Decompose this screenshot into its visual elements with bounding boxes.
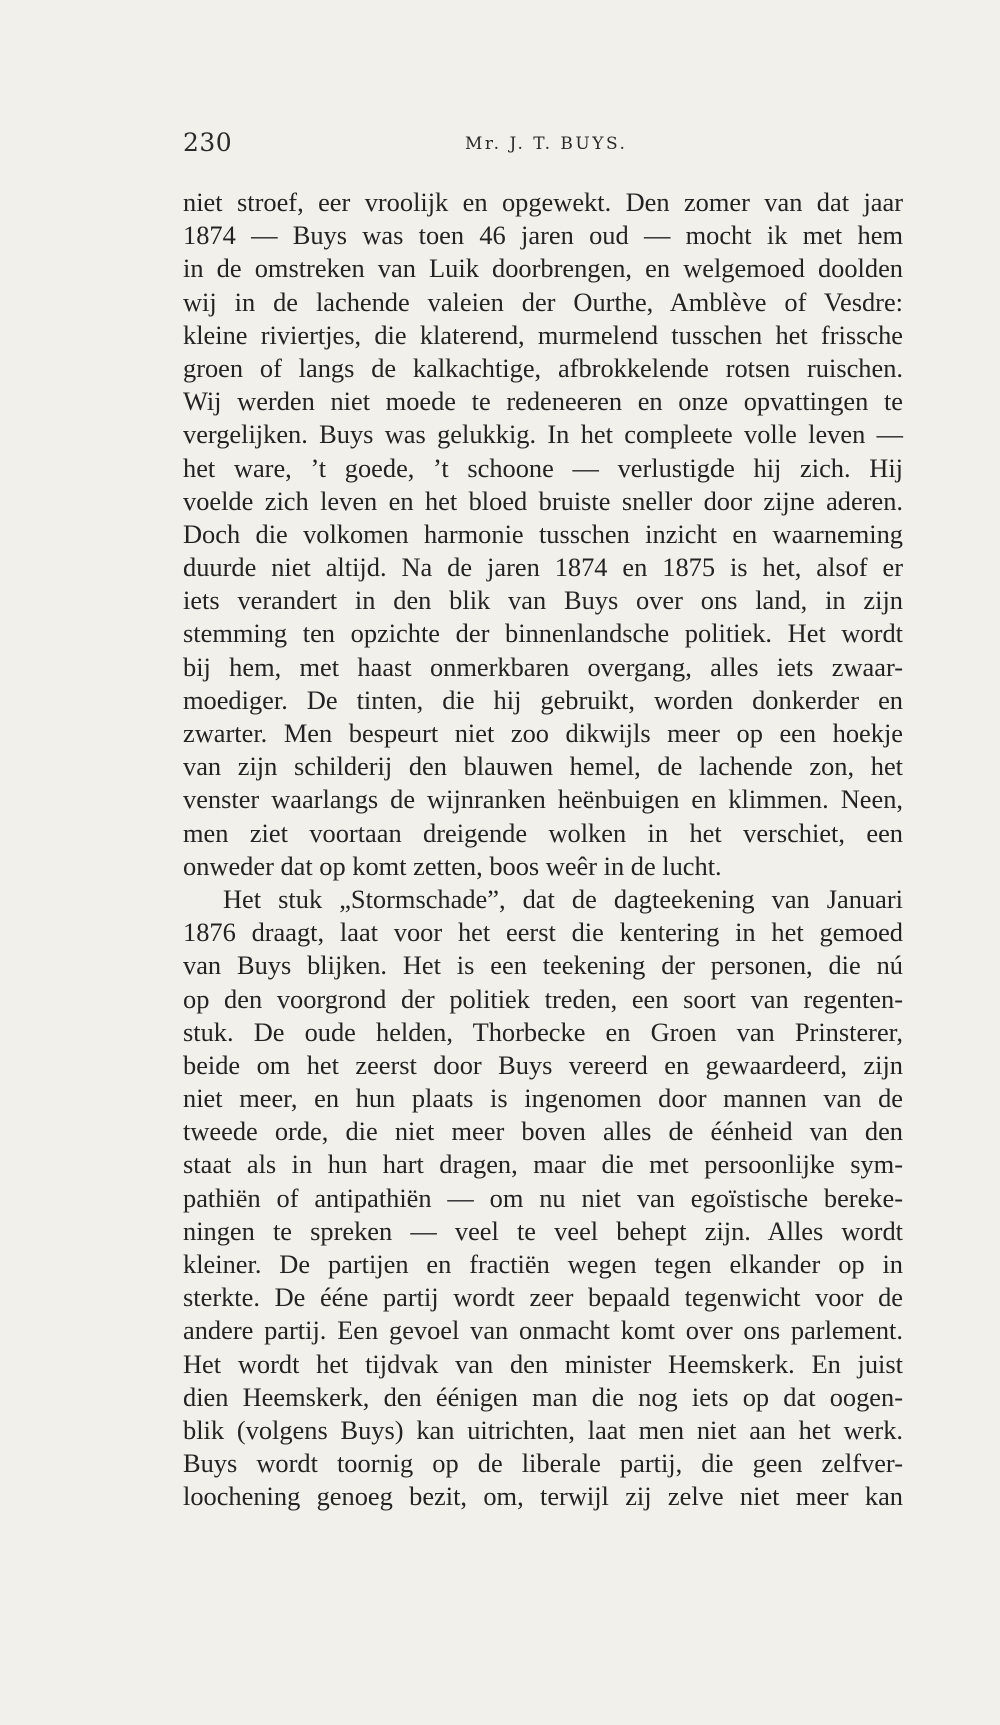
text-line: zwarter. Men bespeurt niet zoo dikwijls meer op een hoekje	[183, 718, 903, 748]
text-line: Doch die volkomen harmonie tusschen inzicht en waarneming	[183, 518, 903, 549]
text-line: men ziet voortaan dreigende wolken in het verschiet, een	[183, 817, 903, 848]
text-line: sterkte. De ééne partij wordt zeer bepaald tegenwicht voor de	[183, 1282, 903, 1313]
text-line: moediger. De tinten, die hij gebruikt, worden donkerder en	[183, 684, 903, 715]
body-text	[183, 186, 903, 1514]
text-line: blik (volgens Buys) kan uitrichten, laat men niet aan het werk.	[183, 1414, 903, 1445]
text-line: niet stroef, eer vroolijk en opgewekt. Den zomer van dat jaar	[183, 187, 903, 217]
text-line: bij hem, met haast onmerkbaren overgang, alles iets zwaar-	[183, 651, 903, 682]
text-line: pathiën of antipathiën — om nu niet van egoïstische bereke-	[183, 1182, 903, 1213]
text-line: iets verandert in den blik van Buys over ons land, in zijn	[183, 585, 903, 616]
text-line: niet meer, en hun plaats is ingenomen door mannen van de	[183, 1083, 903, 1114]
text-line: Het wordt het tijdvak van den minister Heemskerk. En juist	[183, 1348, 903, 1379]
text-line: vergelijken. Buys was gelukkig. In het compleete volle leven —	[183, 419, 903, 450]
text-line: 1874 — Buys was toen 46 jaren oud — mocht ik met hem	[183, 220, 903, 251]
page-header	[183, 128, 903, 164]
text-line: venster waarlangs de wijnranken heënbuigen en klimmen. Neen,	[183, 784, 903, 815]
text-line: tweede orde, die niet meer boven alles de éénheid van den	[183, 1116, 903, 1147]
text-line: ningen te spreken — veel te veel behept zijn. Alles wordt	[183, 1215, 903, 1246]
page-number: 230	[183, 128, 233, 157]
running-head: Mr. J. T. BUYS.	[465, 134, 628, 154]
text-line: Buys wordt toornig op de liberale partij, die geen zelfver-	[183, 1448, 903, 1479]
text-line: 1876 draagt, laat voor het eerst die kentering in het gemoed	[183, 917, 903, 948]
text-line: duurde niet altijd. Na de jaren 1874 en 1875 is het, alsof er	[183, 552, 903, 583]
text-line: dien Heemskerk, den éénigen man die nog iets op dat oogen-	[183, 1381, 903, 1412]
text-line: in de omstreken van Luik doorbrengen, en welgemoed doolden	[183, 253, 903, 284]
text-line: Wij werden niet moede te redeneeren en onze opvattingen te	[183, 386, 903, 417]
text-line: beide om het zeerst door Buys vereerd en gewaardeerd, zijn	[183, 1049, 903, 1080]
text-line: van Buys blijken. Het is een teekening der personen, die nú	[183, 950, 903, 981]
text-line: groen of langs de kalkachtige, afbrokkelende rotsen ruischen.	[183, 352, 903, 383]
text-line: stemming ten opzichte der binnenlandsche politiek. Het wordt	[183, 618, 903, 649]
text-line: andere partij. Een gevoel van onmacht komt over ons parlement.	[183, 1315, 903, 1346]
text-line: Het stuk „Stormschade”, dat de dagteekening van Januari	[223, 883, 903, 914]
text-line: stuk. De oude helden, Thorbecke en Groen van Prinsterer,	[183, 1016, 903, 1047]
text-line: wij in de lachende valeien der Ourthe, Amblève of Vesdre:	[183, 286, 903, 317]
text-line: het ware, ’t goede, ’t schoone — verlustigde hij zich. Hij	[183, 452, 903, 483]
text-line: onweder dat op komt zetten, boos weêr in de lucht.	[183, 850, 722, 881]
text-line: kleiner. De partijen en fractiën wegen tegen elkander op in	[183, 1249, 903, 1279]
text-line: kleine riviertjes, die klaterend, murmelend tusschen het frissche	[183, 319, 903, 350]
text-line: voelde zich leven en het bloed bruiste sneller door zijne aderen.	[183, 485, 903, 516]
text-line: van zijn schilderij den blauwen hemel, de lachende zon, het	[183, 751, 903, 782]
text-line: loochening genoeg bezit, om, terwijl zij zelve niet meer kan	[183, 1481, 903, 1512]
text-line: staat als in hun hart dragen, maar die met persoonlijke sym-	[183, 1149, 903, 1180]
text-line: op den voorgrond der politiek treden, een soort van regenten-	[183, 983, 903, 1014]
